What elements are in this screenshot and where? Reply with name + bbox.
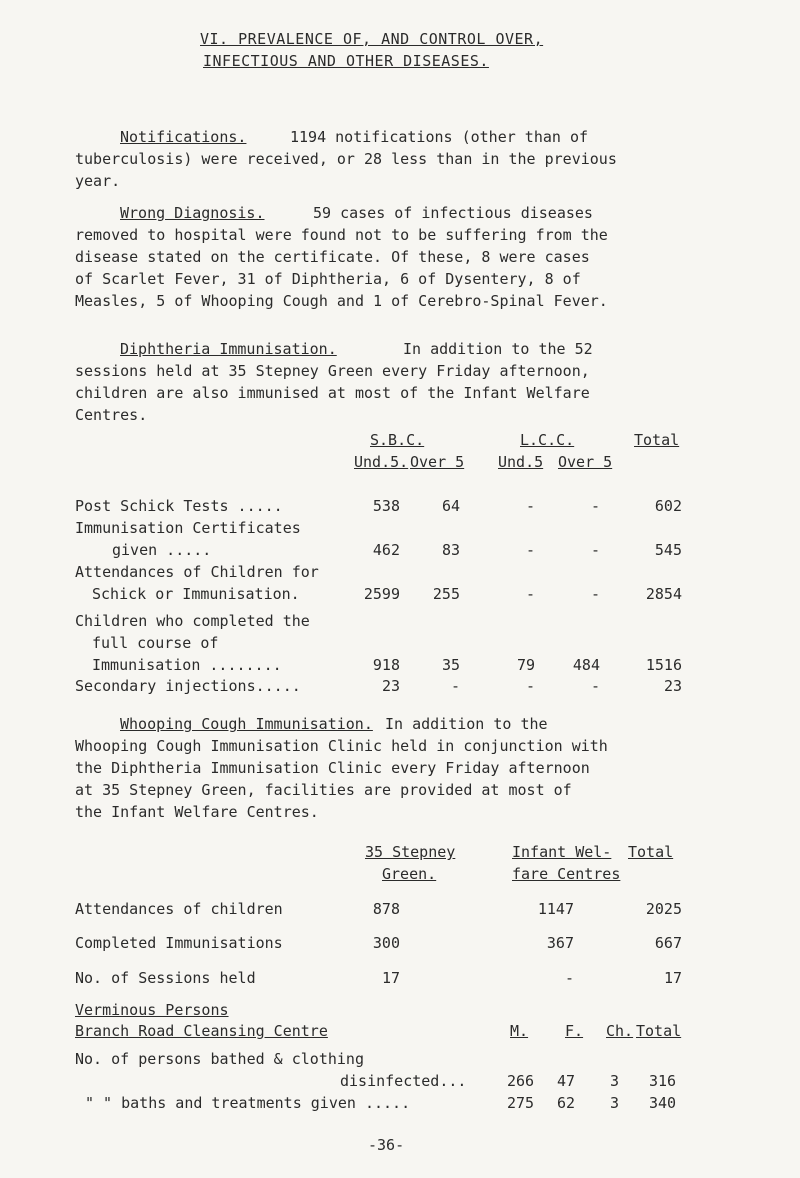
page-number: -36-	[368, 1136, 405, 1154]
wc-row2-v2: 367	[546, 934, 574, 952]
whooping-line3: the Diphtheria Immunisation Clinic every Friday afternoon	[75, 759, 590, 777]
wc-col1-header-a: 35 Stepney	[365, 843, 456, 861]
wrong-diagnosis-line3: disease stated on the certificate. Of these, 8 were cases	[75, 248, 590, 266]
verminous-header-ch: Ch.	[606, 1022, 634, 1040]
notifications-label: Notifications.	[120, 128, 247, 146]
verminous-row2-label: " " baths and treatments given .....	[85, 1094, 411, 1112]
wc-row1-v1: 878	[372, 900, 400, 918]
dip-row3-v5: 2854	[645, 585, 682, 603]
sub-header-1: Und.5.	[354, 453, 409, 471]
dip-row4-v4: 484	[572, 656, 600, 674]
verm-row1-total: 316	[649, 1072, 677, 1090]
dip-row2-v4: -	[590, 541, 600, 559]
dip-row1-v4: -	[590, 497, 600, 515]
dip-row5-v4: -	[590, 677, 600, 695]
dip-row5-label: Secondary injections.....	[75, 677, 301, 695]
wc-col1-header-b: Green.	[382, 865, 437, 883]
verm-row1-f: 47	[557, 1072, 576, 1090]
verminous-header-total: Total	[636, 1022, 682, 1040]
wc-row3-v2: -	[564, 969, 574, 987]
wc-col2-header-b: fare Centres	[512, 865, 621, 883]
verminous-label1: Verminous Persons	[75, 1001, 229, 1019]
dip-row4-v1: 918	[372, 656, 400, 674]
wc-row3-v3: 17	[663, 969, 682, 987]
dip-row2-v2: 83	[441, 541, 460, 559]
dip-row2-v1: 462	[372, 541, 400, 559]
sub-header-3: Und.5	[498, 453, 544, 471]
diphtheria-line4: Centres.	[75, 406, 148, 424]
diphtheria-line2: sessions held at 35 Stepney Green every Friday afternoon,	[75, 362, 590, 380]
whooping-line4: at 35 Stepney Green, facilities are provided at most of	[75, 781, 572, 799]
wc-row3-v1: 17	[381, 969, 400, 987]
sbc-header: S.B.C.	[370, 431, 425, 449]
dip-row1-v1: 538	[372, 497, 400, 515]
whooping-line5: the Infant Welfare Centres.	[75, 803, 319, 821]
diphtheria-line1: In addition to the 52	[403, 340, 593, 358]
wc-row2-v1: 300	[372, 934, 400, 952]
whooping-label: Whooping Cough Immunisation.	[120, 715, 373, 733]
dip-row5-v1: 23	[381, 677, 400, 695]
diphtheria-label: Diphtheria Immunisation.	[120, 340, 337, 358]
dip-row5-v5: 23	[663, 677, 682, 695]
wc-row1-v2: 1147	[537, 900, 574, 918]
dip-row1-label: Post Schick Tests .....	[75, 497, 283, 515]
dip-row4-v3: 79	[516, 656, 535, 674]
wc-row3-label: No. of Sessions held	[75, 969, 256, 987]
heading-line1: VI. PREVALENCE OF, AND CONTROL OVER,	[200, 30, 544, 48]
dip-row3-v4: -	[590, 585, 600, 603]
total-header: Total	[634, 431, 680, 449]
verminous-row1-line2: disinfected...	[340, 1072, 467, 1090]
verminous-header-m: M.	[510, 1022, 529, 1040]
dip-row4-v5: 1516	[645, 656, 682, 674]
verminous-row1-line1: No. of persons bathed & clothing	[75, 1050, 364, 1068]
dip-row2-v5: 545	[654, 541, 682, 559]
whooping-line1: In addition to the	[385, 715, 548, 733]
dip-row3-v3: -	[525, 585, 535, 603]
dip-row3-v2: 255	[432, 585, 460, 603]
verm-row2-m: 275	[507, 1094, 535, 1112]
wrong-diagnosis-line5: Measles, 5 of Whooping Cough and 1 of Cerebro-Spinal Fever.	[75, 292, 608, 310]
dip-row4-v2: 35	[441, 656, 460, 674]
wc-row2-v3: 667	[654, 934, 682, 952]
verm-row1-m: 266	[507, 1072, 535, 1090]
wc-row1-label: Attendances of children	[75, 900, 283, 918]
heading-line2: INFECTIOUS AND OTHER DISEASES.	[203, 52, 489, 70]
verminous-header-f: F.	[565, 1022, 584, 1040]
wrong-diagnosis-line4: of Scarlet Fever, 31 of Diphtheria, 6 of Dysentery, 8 of	[75, 270, 581, 288]
dip-row5-v3: -	[525, 677, 535, 695]
dip-row2-label1: Immunisation Certificates	[75, 519, 301, 537]
wrong-diagnosis-line2: removed to hospital were found not to be suffering from the	[75, 226, 608, 244]
dip-row4-label1: Children who completed the	[75, 612, 310, 630]
sub-header-4: Over 5	[558, 453, 613, 471]
verm-row2-f: 62	[557, 1094, 576, 1112]
wc-col2-header-a: Infant Wel-	[512, 843, 612, 861]
diphtheria-line3: children are also immunised at most of the Infant Welfare	[75, 384, 590, 402]
dip-row1-v3: -	[525, 497, 535, 515]
wrong-diagnosis-label: Wrong Diagnosis.	[120, 204, 265, 222]
dip-row3-label2: Schick or Immunisation.	[92, 585, 300, 603]
notifications-line2: tuberculosis) were received, or 28 less than in the previous	[75, 150, 617, 168]
notifications-line1: 1194 notifications (other than of	[290, 128, 589, 146]
dip-row4-label2: Immunisation ........	[92, 656, 282, 674]
wc-col3-header: Total	[628, 843, 674, 861]
notifications-line3: year.	[75, 172, 121, 190]
wrong-diagnosis-line1: 59 cases of infectious diseases	[313, 204, 593, 222]
wc-row2-label: Completed Immunisations	[75, 934, 283, 952]
verm-row2-total: 340	[649, 1094, 677, 1112]
dip-row4-label1b: full course of	[92, 634, 219, 652]
verm-row1-ch: 3	[610, 1072, 620, 1090]
sub-header-2: Over 5	[410, 453, 465, 471]
dip-row1-v5: 602	[654, 497, 682, 515]
dip-row2-v3: -	[525, 541, 535, 559]
whooping-line2: Whooping Cough Immunisation Clinic held in conjunction with	[75, 737, 608, 755]
lcc-header: L.C.C.	[520, 431, 575, 449]
dip-row1-v2: 64	[441, 497, 460, 515]
dip-row5-v2: -	[450, 677, 460, 695]
verminous-label2: Branch Road Cleansing Centre	[75, 1022, 328, 1040]
verm-row2-ch: 3	[610, 1094, 620, 1112]
dip-row3-label1: Attendances of Children for	[75, 563, 319, 581]
dip-row2-label2: given .....	[112, 541, 212, 559]
wc-row1-v3: 2025	[645, 900, 682, 918]
dip-row3-v1: 2599	[363, 585, 400, 603]
